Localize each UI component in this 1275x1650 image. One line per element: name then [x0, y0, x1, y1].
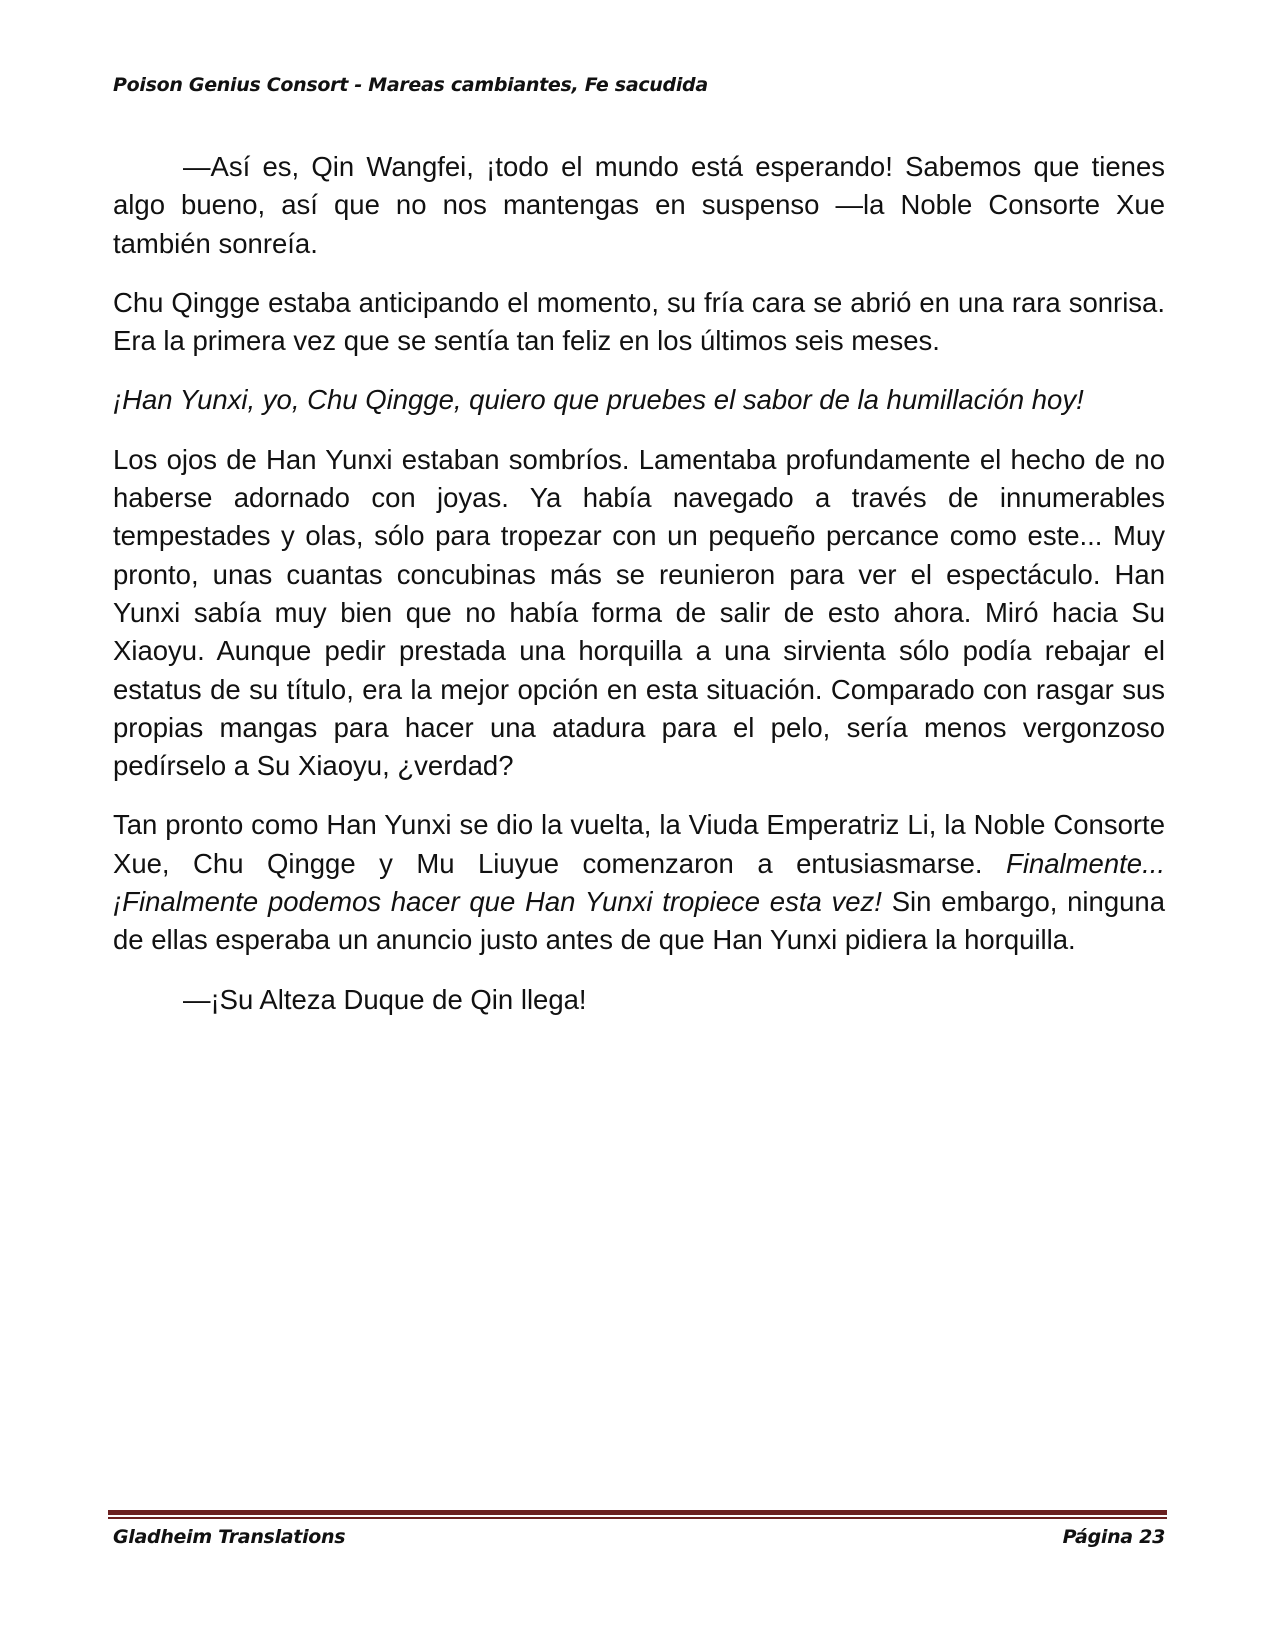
paragraph-5-end: Sin embargo, ninguna de ellas esperaba un anuncio justo antes de que Han Yunxi pidiera la horquilla. — [113, 886, 1165, 956]
page-header-title: Poison Genius Consort - Mareas cambiantes, Fe sacudida — [113, 74, 708, 96]
footer-rule-thin — [108, 1517, 1167, 1519]
footer-rule — [108, 1510, 1167, 1519]
paragraph-2: Chu Qingge estaba anticipando el momento, su fría cara se abrió en una rara sonrisa. Era la primera vez que se sentía tan feliz en los últimos seis meses. — [113, 286, 1165, 357]
paragraph-5-start: Tan pronto como Han Yunxi se dio la vuelta, la Viuda Emperatriz Li, la Noble Consorte Xue, Chu Qingge y Mu Liuyue comenzaron a entusiasmarse. — [113, 809, 1165, 879]
footer-credit: Gladheim Translations — [113, 1526, 346, 1548]
paragraph-4: Los ojos de Han Yunxi estaban sombríos. Lamentaba profundamente el hecho de no haberse adornado con joyas. Ya había navegado a través de innumerables tempestades y olas, sólo para tropezar con un pequeño percance como este... Muy pronto, unas cuantas concubinas más se reunieron para ver el espectáculo. Han Yunxi sabía muy bien que no había forma de salir de esto ahora. Miró hacia Su Xiaoyu. Aunque pedir prestada una horquilla a una sirvienta sólo podía rebajar el estatus de su título, era la mejor opción en esta situación. Comparado con rasgar sus propias mangas para hacer una atadura para el pelo, sería menos vergonzoso pedírselo a Su Xiaoyu, ¿verdad? — [113, 443, 1165, 782]
paragraph-5 — [113, 806, 1165, 959]
body-text — [113, 148, 1165, 1040]
paragraph-3-thought: ¡Han Yunxi, yo, Chu Qingge, quiero que pruebes el sabor de la humillación hoy! — [113, 384, 1084, 416]
footer-page-number: Página 23 — [1062, 1526, 1165, 1548]
paragraph-1: —Así es, Qin Wangfei, ¡todo el mundo está esperando! Sabemos que tienes algo bueno, así que no nos mantengas en suspenso —la Noble Consorte Xue también sonreía. — [113, 151, 1165, 259]
paragraph-6: —¡Su Alteza Duque de Qin llega! — [183, 983, 587, 1015]
paragraph-5-italic: Finalmente... ¡Finalmente podemos hacer que Han Yunxi tropiece esta vez! — [113, 847, 1165, 918]
